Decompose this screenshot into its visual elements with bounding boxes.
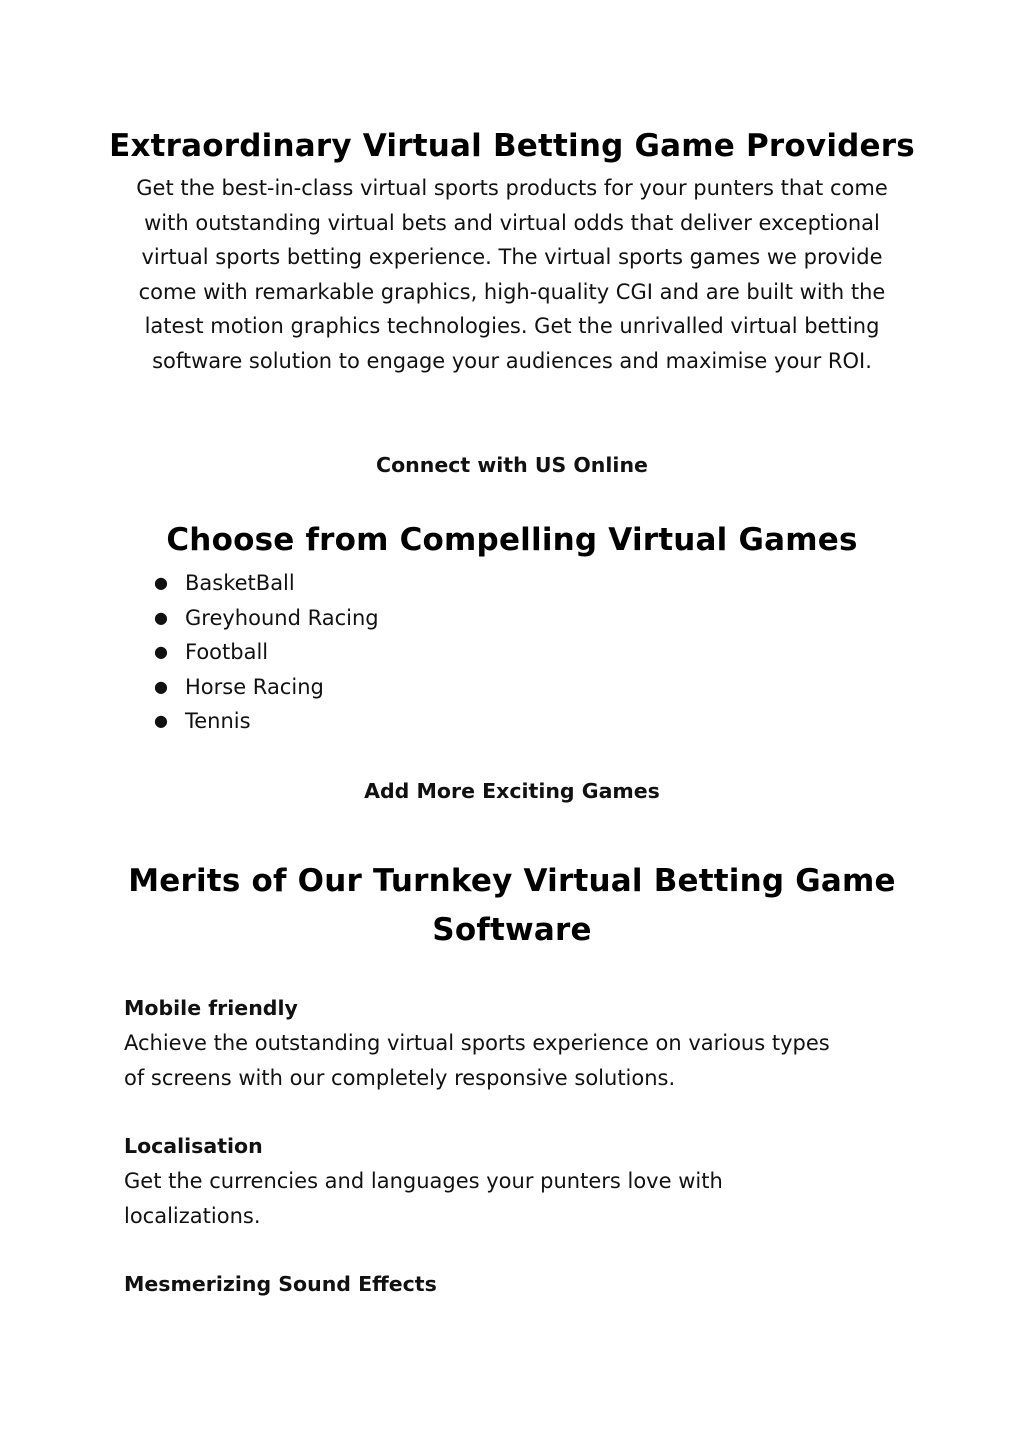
feature-desc-localisation-line1: Get the currencies and languages your punters love with xyxy=(124,1169,723,1193)
connect-online-link[interactable]: Connect with US Online xyxy=(376,453,648,477)
game-name: Football xyxy=(185,640,269,665)
feature-desc-mobile-line1: Achieve the outstanding virtual sports experience on various types xyxy=(124,1031,830,1055)
section-title-games: Choose from Compelling Virtual Games xyxy=(166,522,858,558)
bullet-icon: ● xyxy=(154,607,168,627)
list-item xyxy=(152,670,379,705)
intro-paragraph: Get the best-in-class virtual sports products for your punters that come with outstanding virtual bets and virtual odds that deliver exceptional virtual sports betting experience. The virtual sports games we provide come with remarkable graphics, high-quality CGI and are built with the latest motion graphics technologies. Get the unrivalled virtual betting software solution to engage your audiences and maximise your ROI. xyxy=(136,176,888,373)
game-name: Horse Racing xyxy=(185,674,324,699)
feature-desc-mobile-line2: of screens with our completely responsive solutions. xyxy=(124,1066,676,1090)
feature-title-mobile: Mobile friendly xyxy=(124,996,298,1020)
games-list xyxy=(152,566,379,739)
list-item xyxy=(152,566,379,601)
section-title-merits-line2: Software xyxy=(432,912,592,948)
feature-title-sound: Mesmerizing Sound Effects xyxy=(124,1272,437,1296)
feature-title-localisation: Localisation xyxy=(124,1134,263,1158)
bullet-icon: ● xyxy=(154,573,168,592)
add-games-link[interactable]: Add More Exciting Games xyxy=(364,779,660,803)
feature-desc-localisation-line2: localizations. xyxy=(124,1204,261,1228)
list-item xyxy=(152,601,379,636)
section-title-providers: Extraordinary Virtual Betting Game Providers xyxy=(109,128,915,164)
game-name: Tennis xyxy=(185,709,251,734)
bullet-icon: ● xyxy=(154,676,168,696)
bullet-icon: ● xyxy=(154,642,168,662)
list-item xyxy=(152,704,379,739)
bullet-icon: ● xyxy=(154,711,168,731)
game-name: BasketBall xyxy=(185,571,295,595)
game-name: Greyhound Racing xyxy=(185,605,379,630)
list-item xyxy=(152,635,379,670)
section-title-merits-line1: Merits of Our Turnkey Virtual Betting Game xyxy=(128,863,896,899)
